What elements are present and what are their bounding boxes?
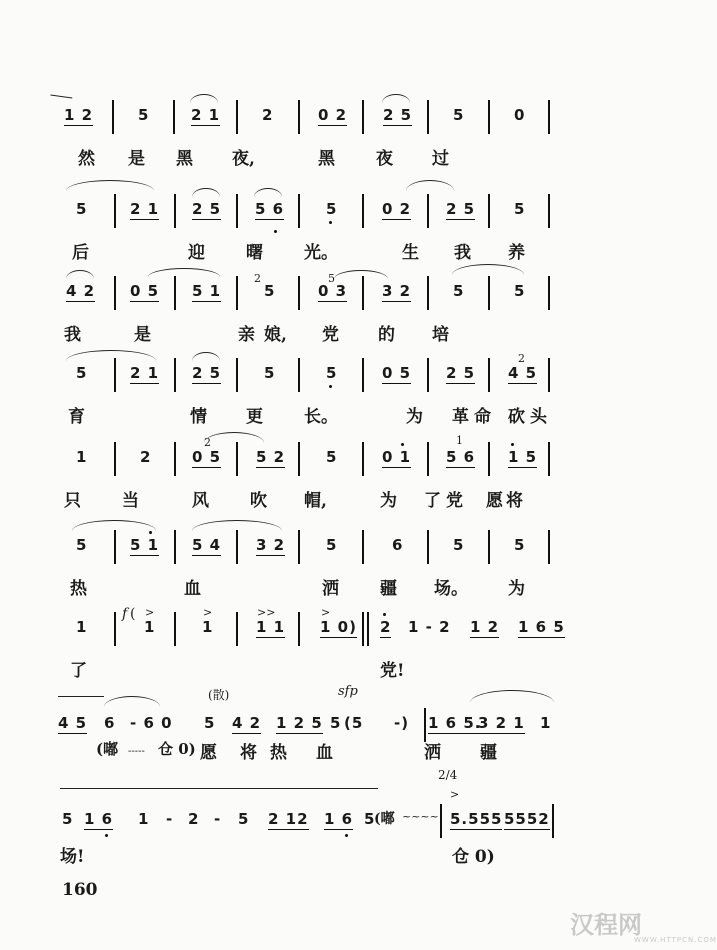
note: 0 1 — [382, 448, 412, 466]
accent-mark: >> — [257, 606, 276, 619]
barline — [488, 358, 490, 392]
barline — [298, 358, 300, 392]
lyric: 愿 — [200, 743, 217, 763]
barline — [114, 358, 116, 392]
lyric: 将 — [506, 491, 523, 511]
lyric: 血 — [316, 743, 333, 763]
note: 2 5 — [446, 200, 476, 218]
high-dot — [383, 613, 386, 616]
barline — [362, 100, 364, 134]
lyric: 是 — [134, 325, 151, 345]
lyric: 黑 — [176, 149, 193, 169]
note: 5 — [76, 200, 88, 218]
barline — [548, 442, 550, 476]
barline — [114, 194, 116, 228]
barline — [548, 100, 550, 134]
barline — [114, 442, 116, 476]
note: 5 — [138, 106, 150, 124]
time-signature: 2/4 — [438, 768, 458, 782]
barline — [298, 612, 300, 646]
barline — [488, 194, 490, 228]
note: 0 2 — [382, 200, 412, 218]
barline — [548, 358, 550, 392]
note: 5 — [264, 282, 276, 300]
barline — [362, 276, 364, 310]
barline — [174, 358, 176, 392]
note: 5 — [453, 536, 465, 554]
note: 1 — [76, 448, 88, 466]
lyric: 培 — [432, 325, 449, 345]
note: 5 — [76, 364, 88, 382]
watermark — [570, 905, 717, 944]
note: 5.555 — [450, 810, 503, 828]
lyric: 为 — [380, 491, 397, 511]
slur — [334, 270, 388, 279]
lyric: 过 — [432, 149, 449, 169]
barline — [548, 530, 550, 564]
lyric: 洒 — [424, 743, 441, 763]
note: 1 2 — [64, 106, 94, 124]
note: 1 2 5 — [276, 714, 323, 732]
note: 5 — [514, 282, 526, 300]
note: 3 2 — [256, 536, 286, 554]
lyric: 疆 — [480, 743, 497, 763]
lyric: 了 — [70, 661, 87, 681]
barline — [362, 442, 364, 476]
note: 4 2 — [66, 282, 96, 300]
note: 2 1 — [191, 106, 221, 124]
note: 3 2 — [382, 282, 412, 300]
note: 2 5 — [192, 364, 222, 382]
slur — [470, 690, 554, 703]
low-dot — [329, 385, 332, 388]
barline — [173, 100, 175, 134]
barline — [174, 194, 176, 228]
grace-note: 2 — [518, 352, 525, 365]
low-dot — [345, 834, 348, 837]
note: 1 — [138, 810, 150, 828]
note: 5 — [238, 810, 250, 828]
lyric: 将 — [240, 743, 257, 763]
lyric: 是 — [128, 149, 145, 169]
paren: ( — [130, 606, 136, 622]
lyric: 吹 — [250, 491, 267, 511]
grace-note: 2 — [254, 272, 261, 285]
slur — [406, 180, 454, 191]
lyric: 情 — [190, 407, 207, 427]
barline — [114, 276, 116, 310]
note: 5 6 — [255, 200, 285, 218]
slur — [104, 696, 160, 707]
lyric: 更 — [246, 407, 263, 427]
lyric: 生 — [402, 243, 419, 263]
note: 2 — [188, 810, 200, 828]
note: 5 — [453, 106, 465, 124]
lyric: 党 — [322, 325, 339, 345]
accent-mark: > — [321, 606, 331, 619]
lyric: 命 — [474, 407, 491, 427]
note: 1 — [144, 618, 156, 636]
barline — [298, 530, 300, 564]
note: 0 5 — [130, 282, 160, 300]
slur — [66, 180, 154, 191]
low-dot — [105, 834, 108, 837]
note: 1 — [76, 618, 88, 636]
note: 1 — [202, 618, 214, 636]
grace-note: 1 — [456, 434, 463, 447]
note: 5 — [62, 810, 74, 828]
slur — [382, 94, 410, 103]
barline — [362, 194, 364, 228]
note: 5552 — [504, 810, 550, 828]
note: 1 6 — [324, 810, 354, 828]
slur — [190, 94, 218, 103]
lyric: 养 — [508, 243, 525, 263]
note: 2 5 — [192, 200, 222, 218]
slur — [148, 268, 220, 277]
lyric: (嘟 — [374, 811, 395, 827]
lyric: 亲 — [238, 325, 255, 345]
lyric: 迎 — [188, 243, 205, 263]
lyric: 革 — [452, 407, 469, 427]
barline — [362, 612, 369, 646]
barline — [427, 194, 429, 228]
note: 2 — [262, 106, 274, 124]
barline — [236, 276, 238, 310]
lyric: 仓 0) — [158, 740, 196, 758]
lyric: 洒 — [322, 579, 339, 599]
note: 5 — [204, 714, 216, 732]
lyric: 我 — [454, 243, 471, 263]
note: 1 0) — [320, 618, 357, 636]
note: 5 — [326, 364, 338, 382]
note: 5 1 — [130, 536, 160, 554]
lyric: 愿 — [486, 491, 503, 511]
barline — [174, 612, 176, 646]
dynamic-mark: f — [122, 606, 128, 622]
lyric: 夜 — [376, 149, 393, 169]
note: 4 2 — [232, 714, 262, 732]
slur — [66, 270, 94, 279]
lyric: 娘, — [264, 325, 287, 345]
note: 2 5 — [383, 106, 413, 124]
lyric: 长。 — [304, 407, 338, 427]
slur — [452, 264, 524, 275]
accent-mark: > — [450, 788, 460, 801]
note: 2 5 — [446, 364, 476, 382]
lyric: 帽, — [304, 491, 327, 511]
note: 4 5 — [58, 714, 88, 732]
note: 1 - 2 — [408, 618, 451, 636]
note: 5 — [326, 448, 338, 466]
note: 5 — [514, 536, 526, 554]
barline — [362, 530, 364, 564]
note: 2 — [140, 448, 152, 466]
barline — [298, 100, 300, 134]
lyric: 夜, — [232, 149, 255, 169]
high-dot — [149, 531, 152, 534]
barline — [548, 194, 550, 228]
barline — [174, 530, 176, 564]
lyric: 当 — [122, 491, 139, 511]
note: 0 5 — [382, 364, 412, 382]
barline — [548, 276, 550, 310]
note: 2 1 — [130, 200, 160, 218]
note: 0 2 — [318, 106, 348, 124]
grace-note: 2 — [204, 436, 211, 449]
note: 1 2 — [470, 618, 500, 636]
barline — [174, 442, 176, 476]
lyric: 仓 0) — [452, 847, 495, 867]
barline — [236, 100, 238, 134]
barline — [236, 358, 238, 392]
note: 3 2 1 — [478, 714, 525, 732]
note: - — [214, 810, 222, 828]
note: 1 5 — [508, 448, 538, 466]
barline — [298, 442, 300, 476]
slur — [254, 188, 282, 197]
note: 1 6 5 — [518, 618, 565, 636]
high-dot — [511, 443, 514, 446]
lyric: 黑 — [318, 149, 335, 169]
note: 0 5 — [192, 448, 222, 466]
barline — [114, 530, 116, 564]
note: - 6 0 — [130, 714, 173, 732]
note: 0 — [514, 106, 526, 124]
note: 6 — [392, 536, 404, 554]
note: 5 — [364, 810, 376, 828]
barline — [427, 276, 429, 310]
barline — [488, 530, 490, 564]
lyric: 党 — [446, 491, 463, 511]
note: 5 — [453, 282, 465, 300]
note: 6 — [104, 714, 116, 732]
note: 1 6 5. — [428, 714, 482, 732]
low-dot — [274, 230, 277, 233]
note: 2 1 — [130, 364, 160, 382]
barline — [114, 612, 116, 646]
lyric: 光。 — [304, 243, 338, 263]
accent-mark: > — [145, 606, 155, 619]
barline — [236, 530, 238, 564]
lyric: 头 — [530, 407, 547, 427]
tempo-mark: (散) — [208, 688, 230, 702]
barline — [112, 100, 114, 134]
page-number: 160 — [62, 880, 98, 900]
barline — [424, 708, 426, 742]
lyric: 为 — [406, 407, 423, 427]
barline — [488, 442, 490, 476]
lyric: 我 — [64, 325, 81, 345]
lyric: 后 — [72, 243, 89, 263]
barline — [174, 276, 176, 310]
note: 5 — [330, 714, 342, 732]
note: 5 — [326, 200, 338, 218]
lyric: 热 — [270, 743, 287, 763]
note: 5 4 — [192, 536, 222, 554]
note: 5 — [76, 536, 88, 554]
lyric: 党! — [380, 661, 405, 681]
lyric: 了 — [424, 491, 441, 511]
dynamic-mark: sfp — [338, 684, 358, 699]
lyric: 曙 — [246, 243, 263, 263]
lyric: 疆 — [380, 579, 397, 599]
trill-dashes: ~~~~ — [402, 810, 439, 823]
note: 5 — [264, 364, 276, 382]
lyric: 风 — [192, 491, 209, 511]
barline — [362, 358, 364, 392]
tie-line — [58, 696, 104, 699]
lyric: 热 — [70, 579, 87, 599]
note: (5 — [344, 714, 364, 732]
barline — [488, 100, 490, 134]
note: 5 — [326, 536, 338, 554]
barline — [236, 612, 238, 646]
slur — [192, 188, 220, 197]
barline — [298, 276, 300, 310]
note: 5 1 — [192, 282, 222, 300]
barline — [440, 804, 442, 838]
accent-mark: > — [203, 606, 213, 619]
slur — [192, 352, 220, 361]
lyric: 砍 — [508, 407, 525, 427]
lyric: 血 — [184, 579, 201, 599]
note: 0 3 — [318, 282, 348, 300]
high-dot — [401, 443, 404, 446]
barline — [236, 442, 238, 476]
lyric: 场! — [60, 847, 85, 867]
barline — [427, 442, 429, 476]
lyric: 场。 — [434, 579, 468, 599]
lyric: 然 — [78, 149, 95, 169]
note: 5 — [514, 200, 526, 218]
barline — [488, 276, 490, 310]
lyric: 只 — [64, 491, 81, 511]
barline — [427, 100, 429, 134]
note: - — [166, 810, 174, 828]
note: 1 1 — [256, 618, 286, 636]
slur — [204, 432, 264, 443]
watermark-url: WWW.HTTPCN.COM — [634, 936, 717, 944]
tie-dashes: ----- — [128, 746, 145, 757]
note: 1 6 — [84, 810, 114, 828]
note: 5 6 — [446, 448, 476, 466]
note: 2 12 — [268, 810, 309, 828]
barline — [427, 358, 429, 392]
note: -) — [394, 714, 410, 732]
note: 1 — [540, 714, 552, 732]
barline — [298, 194, 300, 228]
note: 2 — [380, 618, 392, 636]
barline — [236, 194, 238, 228]
grace-note: 5 — [328, 272, 335, 285]
watermark-text: 汉程网 — [570, 911, 642, 939]
low-dot — [329, 221, 332, 224]
note: 4 5 — [508, 364, 538, 382]
note: 5 2 — [256, 448, 286, 466]
barline — [427, 530, 429, 564]
tie-line — [60, 788, 378, 791]
lyric: (嘟 — [96, 740, 119, 758]
lyric: 的 — [378, 325, 395, 345]
barline — [552, 804, 554, 838]
lyric: 为 — [508, 579, 525, 599]
lyric: 育 — [68, 407, 85, 427]
